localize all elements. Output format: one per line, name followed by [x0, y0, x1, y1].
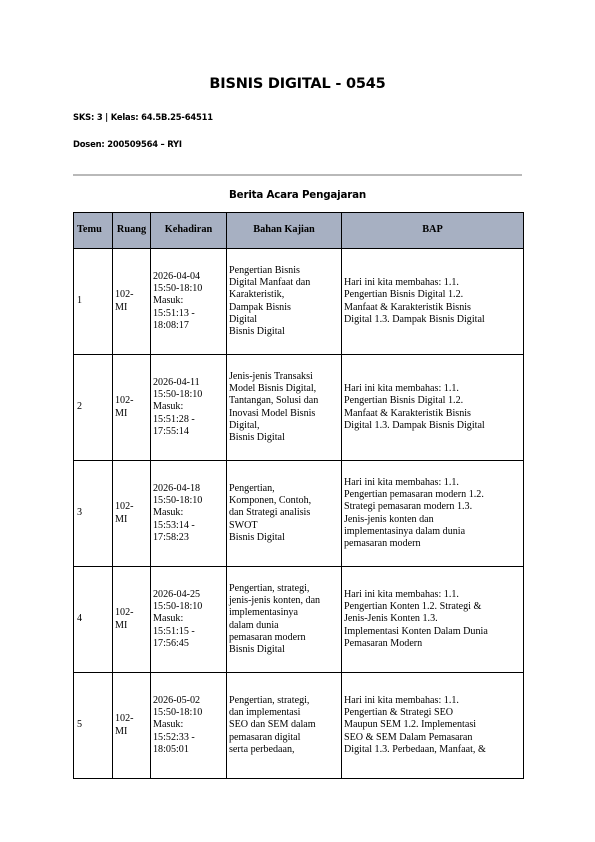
table-row: [74, 461, 524, 567]
cell-kehadiran: 2026-04-11 15:50-18:10 Masuk: 15:51:28 - 17:55:14: [151, 355, 227, 461]
header-kehadiran: Kehadiran: [151, 213, 227, 249]
cell-bap: Hari ini kita membahas: 1.1. Pengertian pemasaran modern 1.2. Strategi pemasaran modern 1.3. Jenis-jenis konten dan implementasinya dalam dunia pemasaran modern: [342, 461, 524, 567]
sks-kelas-line: SKS: 3 | Kelas: 64.5B.25-64511: [73, 112, 213, 122]
cell-bap: Hari ini kita membahas: 1.1. Pengertian Bisnis Digital 1.2. Manfaat & Karakteristik Bisnis Digital 1.3. Dampak Bisnis Digital: [342, 355, 524, 461]
cell-kehadiran: 2026-04-25 15:50-18:10 Masuk: 15:51:15 - 17:56:45: [151, 567, 227, 673]
divider: [73, 174, 522, 176]
cell-ruang: 102- MI: [113, 567, 151, 673]
cell-bap: Hari ini kita membahas: 1.1. Pengertian Bisnis Digital 1.2. Manfaat & Karakteristik Bisnis Digital 1.3. Dampak Bisnis Digital: [342, 249, 524, 355]
cell-temu: 2: [74, 355, 113, 461]
cell-kehadiran: 2026-04-18 15:50-18:10 Masuk: 15:53:14 - 17:58:23: [151, 461, 227, 567]
table-row: [74, 249, 524, 355]
cell-kehadiran: 2026-04-04 15:50-18:10 Masuk: 15:51:13 - 18:08:17: [151, 249, 227, 355]
cell-bahan-kajian: Pengertian Bisnis Digital Manfaat dan Karakteristik, Dampak Bisnis Digital Bisnis Digital: [227, 249, 342, 355]
cell-bahan-kajian: Pengertian, Komponen, Contoh, dan Strategi analisis SWOT Bisnis Digital: [227, 461, 342, 567]
cell-ruang: 102- MI: [113, 461, 151, 567]
course-title: BISNIS DIGITAL - 0545: [209, 76, 386, 92]
cell-temu: 5: [74, 673, 113, 779]
cell-ruang: 102- MI: [113, 673, 151, 779]
cell-kehadiran: 2026-05-02 15:50-18:10 Masuk: 15:52:33 - 18:05:01: [151, 673, 227, 779]
bap-table: [73, 212, 524, 779]
cell-temu: 4: [74, 567, 113, 673]
table-caption: Berita Acara Pengajaran: [229, 189, 366, 201]
cell-bap: Hari ini kita membahas: 1.1. Pengertian Konten 1.2. Strategi & Jenis-Jenis Konten 1.3. Implementasi Konten Dalam Dunia Pemasaran Modern: [342, 567, 524, 673]
cell-ruang: 102- MI: [113, 355, 151, 461]
header-bahan-kajian: Bahan Kajian: [227, 213, 342, 249]
table-row: [74, 355, 524, 461]
table-row: [74, 567, 524, 673]
cell-bahan-kajian: Pengertian, strategi, dan implementasi SEO dan SEM dalam pemasaran digital serta perbedaan,: [227, 673, 342, 779]
cell-bap: Hari ini kita membahas: 1.1. Pengertian & Strategi SEO Maupun SEM 1.2. Implementasi SEO & SEM Dalam Pemasaran Digital 1.3. Perbedaan, Manfaat, &: [342, 673, 524, 779]
table-row: [74, 673, 524, 779]
cell-ruang: 102- MI: [113, 249, 151, 355]
cell-temu: 1: [74, 249, 113, 355]
cell-temu: 3: [74, 461, 113, 567]
header-ruang: Ruang: [113, 213, 151, 249]
table-header-row: [74, 213, 524, 249]
cell-bahan-kajian: Pengertian, strategi, jenis-jenis konten, dan implementasinya dalam dunia pemasaran modern Bisnis Digital: [227, 567, 342, 673]
cell-bahan-kajian: Jenis-jenis Transaksi Model Bisnis Digital, Tantangan, Solusi dan Inovasi Model Bisnis Digital, Bisnis Digital: [227, 355, 342, 461]
header-bap: BAP: [342, 213, 524, 249]
dosen-line: Dosen: 200509564 – RYI: [73, 139, 182, 149]
header-temu: Temu: [74, 213, 113, 249]
